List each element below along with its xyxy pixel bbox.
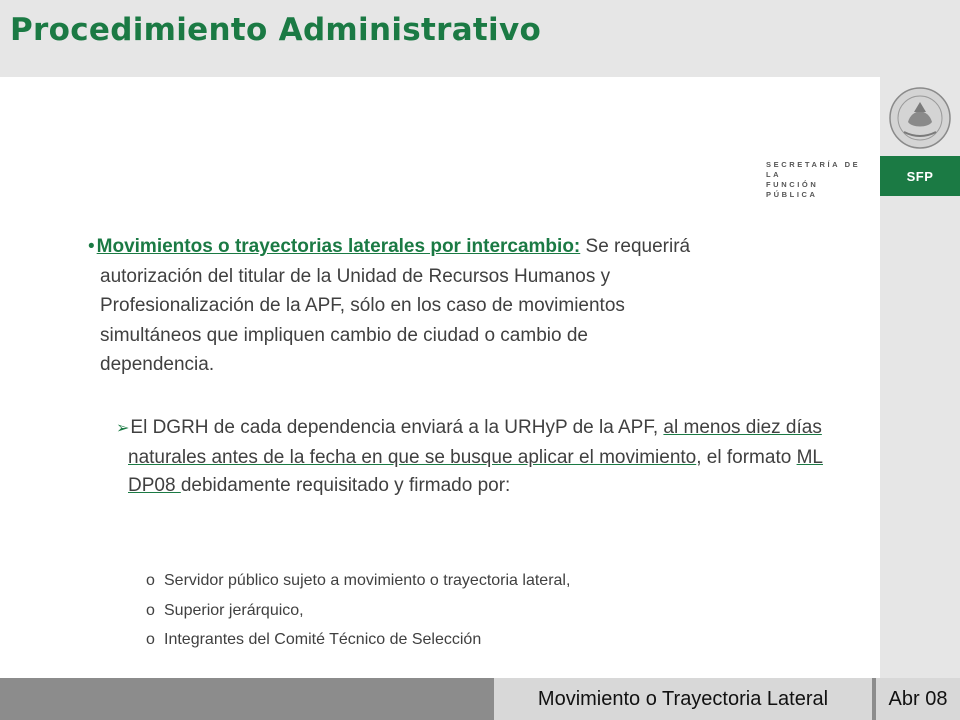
para1-line-3: simultáneos que impliquen cambio de ciudad o cambio de — [100, 324, 588, 346]
sub-text-a: El DGRH de cada dependencia enviará a la URHyP de la APF, — [130, 417, 664, 438]
sfp-caption-line1: SECRETARÍA DE LA — [766, 160, 861, 179]
para1-line-2: Profesionalización de la APF, sólo en los caso de movimientos — [100, 295, 625, 316]
sub-text-c: debidamente requisitado y firmado por: — [180, 475, 511, 496]
list-marker: o — [146, 631, 155, 648]
footer-label: Movimiento o Trayectoria Lateral — [494, 678, 872, 720]
list-item — [146, 596, 570, 626]
sfp-caption — [766, 160, 874, 200]
list-item — [146, 566, 570, 596]
slide-title: Procedimiento Administrativo — [10, 12, 542, 48]
para1-line-4: dependencia. — [100, 354, 215, 375]
arrow-bullet-icon: ➢ — [116, 420, 130, 437]
main-paragraph — [88, 232, 858, 380]
signer-text: Integrantes del Comité Técnico de Selección — [164, 631, 482, 648]
coat-of-arms-icon — [880, 82, 960, 154]
sub-paragraph — [116, 414, 873, 501]
deadline-text: al menos diez días naturales antes de la fecha en que se busque aplicar el movimiento — [128, 417, 822, 468]
title-bar — [0, 0, 880, 77]
bullet-marker: • — [88, 236, 95, 257]
form-code: ML DP08 — [128, 446, 823, 496]
lead-heading: Movimientos o trayectorias laterales por intercambio: — [96, 236, 581, 257]
sub-text-b: , el formato — [696, 446, 797, 468]
signer-text: Servidor público sujeto a movimiento o trayectoria lateral, — [164, 572, 571, 589]
list-marker: o — [146, 572, 155, 589]
signer-text: Superior jerárquico, — [164, 601, 304, 619]
signers-list — [146, 566, 570, 655]
para1-line-1: autorización del titular de la Unidad de Recursos Humanos y — [100, 265, 611, 287]
list-item — [146, 625, 570, 655]
list-marker: o — [146, 601, 155, 619]
footer-date: Abr 08 — [876, 678, 960, 720]
sfp-caption-line2: FUNCIÓN PÚBLICA — [766, 180, 819, 199]
sfp-badge: SFP — [880, 156, 960, 196]
lead-text: Se requerirá — [580, 236, 691, 257]
